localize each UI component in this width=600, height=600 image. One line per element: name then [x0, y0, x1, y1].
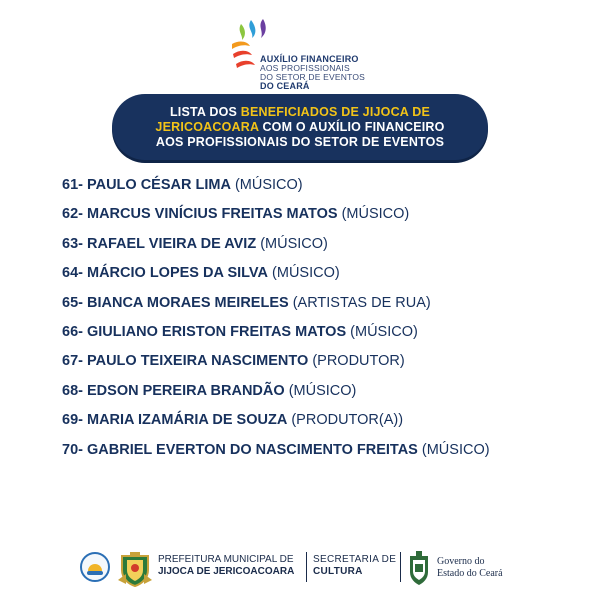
secretaria-text [313, 554, 396, 578]
item-role: (MÚSICO) [234, 177, 303, 193]
item-role: (MÚSICO) [350, 323, 418, 340]
ceara-crest-icon [408, 550, 430, 586]
list-item [62, 261, 490, 290]
list-item [62, 438, 490, 467]
title-highlight2: JERICOACOARA [155, 120, 259, 134]
item-role: (MÚSICO) [288, 382, 357, 399]
item-name: GABRIEL EVERTON DO NASCIMENTO FREITAS [87, 441, 418, 458]
list-item [62, 320, 490, 349]
title-line3: AOS PROFISSIONAIS DO SETOR DE EVENTOS [155, 135, 445, 149]
item-number: 63- [62, 235, 83, 252]
item-name: MÁRCIO LOPES DA SILVA [87, 265, 268, 282]
governo-line2: Estado do Ceará [437, 568, 503, 579]
item-name: RAFAEL VIEIRA DE AVIZ [87, 235, 257, 252]
logo-text [260, 55, 365, 91]
secretaria-line2: CULTURA [313, 566, 363, 577]
auxilio-logo [228, 16, 378, 96]
item-name: MARCUS VINÍCIUS FREITAS MATOS [87, 206, 338, 223]
item-number: 70- [62, 441, 83, 458]
title-banner [112, 94, 488, 160]
item-number: 68- [62, 382, 83, 399]
item-name: PAULO TEIXEIRA NASCIMENTO [87, 353, 309, 370]
list-item [62, 202, 490, 231]
list-item [62, 173, 490, 202]
logo-line3: DO SETOR DE EVENTOS [260, 72, 366, 82]
item-name: EDSON PEREIRA BRANDÃO [87, 382, 285, 399]
list-item [62, 379, 490, 408]
item-name: MARIA IZAMÁRIA DE SOUZA [87, 412, 288, 429]
item-number: 66- [62, 323, 83, 340]
seal-wave-shape [87, 571, 103, 575]
logo-line1: AUXÍLIO FINANCEIRO [260, 54, 359, 64]
footer-divider [306, 552, 307, 582]
list-item [62, 408, 490, 437]
list-item [62, 232, 490, 261]
governo-text [437, 556, 503, 580]
prefeitura-line1: PREFEITURA MUNICIPAL DE [158, 554, 294, 565]
item-name: PAULO CÉSAR LIMA [87, 177, 231, 193]
prefeitura-text [158, 554, 294, 578]
governo-line1: Governo do [437, 556, 485, 567]
logo-line2: AOS PROFISSIONAIS [260, 63, 350, 73]
item-number: 61- [62, 177, 83, 193]
item-number: 64- [62, 265, 83, 282]
beneficiary-list [62, 173, 490, 467]
item-number: 69- [62, 412, 83, 429]
item-number: 62- [62, 206, 83, 223]
prefeitura-line2: JIJOCA DE JERICOACOARA [158, 566, 295, 577]
item-number: 65- [62, 294, 83, 311]
item-role: (MÚSICO) [260, 235, 328, 252]
item-role: (ARTISTAS DE RUA) [292, 294, 431, 311]
title-highlight1: BENEFICIADOS DE JIJOCA DE [240, 105, 431, 119]
item-role: (MÚSICO) [341, 206, 410, 223]
jijoca-crest-icon [116, 550, 154, 588]
item-name: BIANCA MORAES MEIRELES [87, 294, 289, 311]
list-item [62, 291, 490, 320]
item-role: (MÚSICO) [272, 265, 340, 282]
list-item [62, 349, 490, 378]
footer-divider [400, 552, 401, 582]
secretaria-line1: SECRETARIA DE [313, 554, 397, 565]
item-name: GIULIANO ERISTON FREITAS MATOS [87, 323, 347, 340]
item-number: 67- [62, 353, 83, 370]
title-text [112, 105, 488, 150]
title-line2 [112, 120, 488, 135]
title-part1: LISTA DOS [169, 105, 241, 119]
municipal-seal-icon [80, 552, 110, 582]
item-role: (MÚSICO) [421, 441, 490, 458]
seal-sun-shape [88, 564, 102, 571]
logo-line4: DO CEARÁ [260, 81, 310, 91]
item-role: (PRODUTOR(A)) [291, 412, 404, 429]
title-part4: COM O AUXÍLIO FINANCEIRO [258, 120, 445, 134]
item-role: (PRODUTOR) [312, 353, 405, 370]
title-line1 [112, 105, 488, 120]
footer-logos [80, 548, 520, 590]
